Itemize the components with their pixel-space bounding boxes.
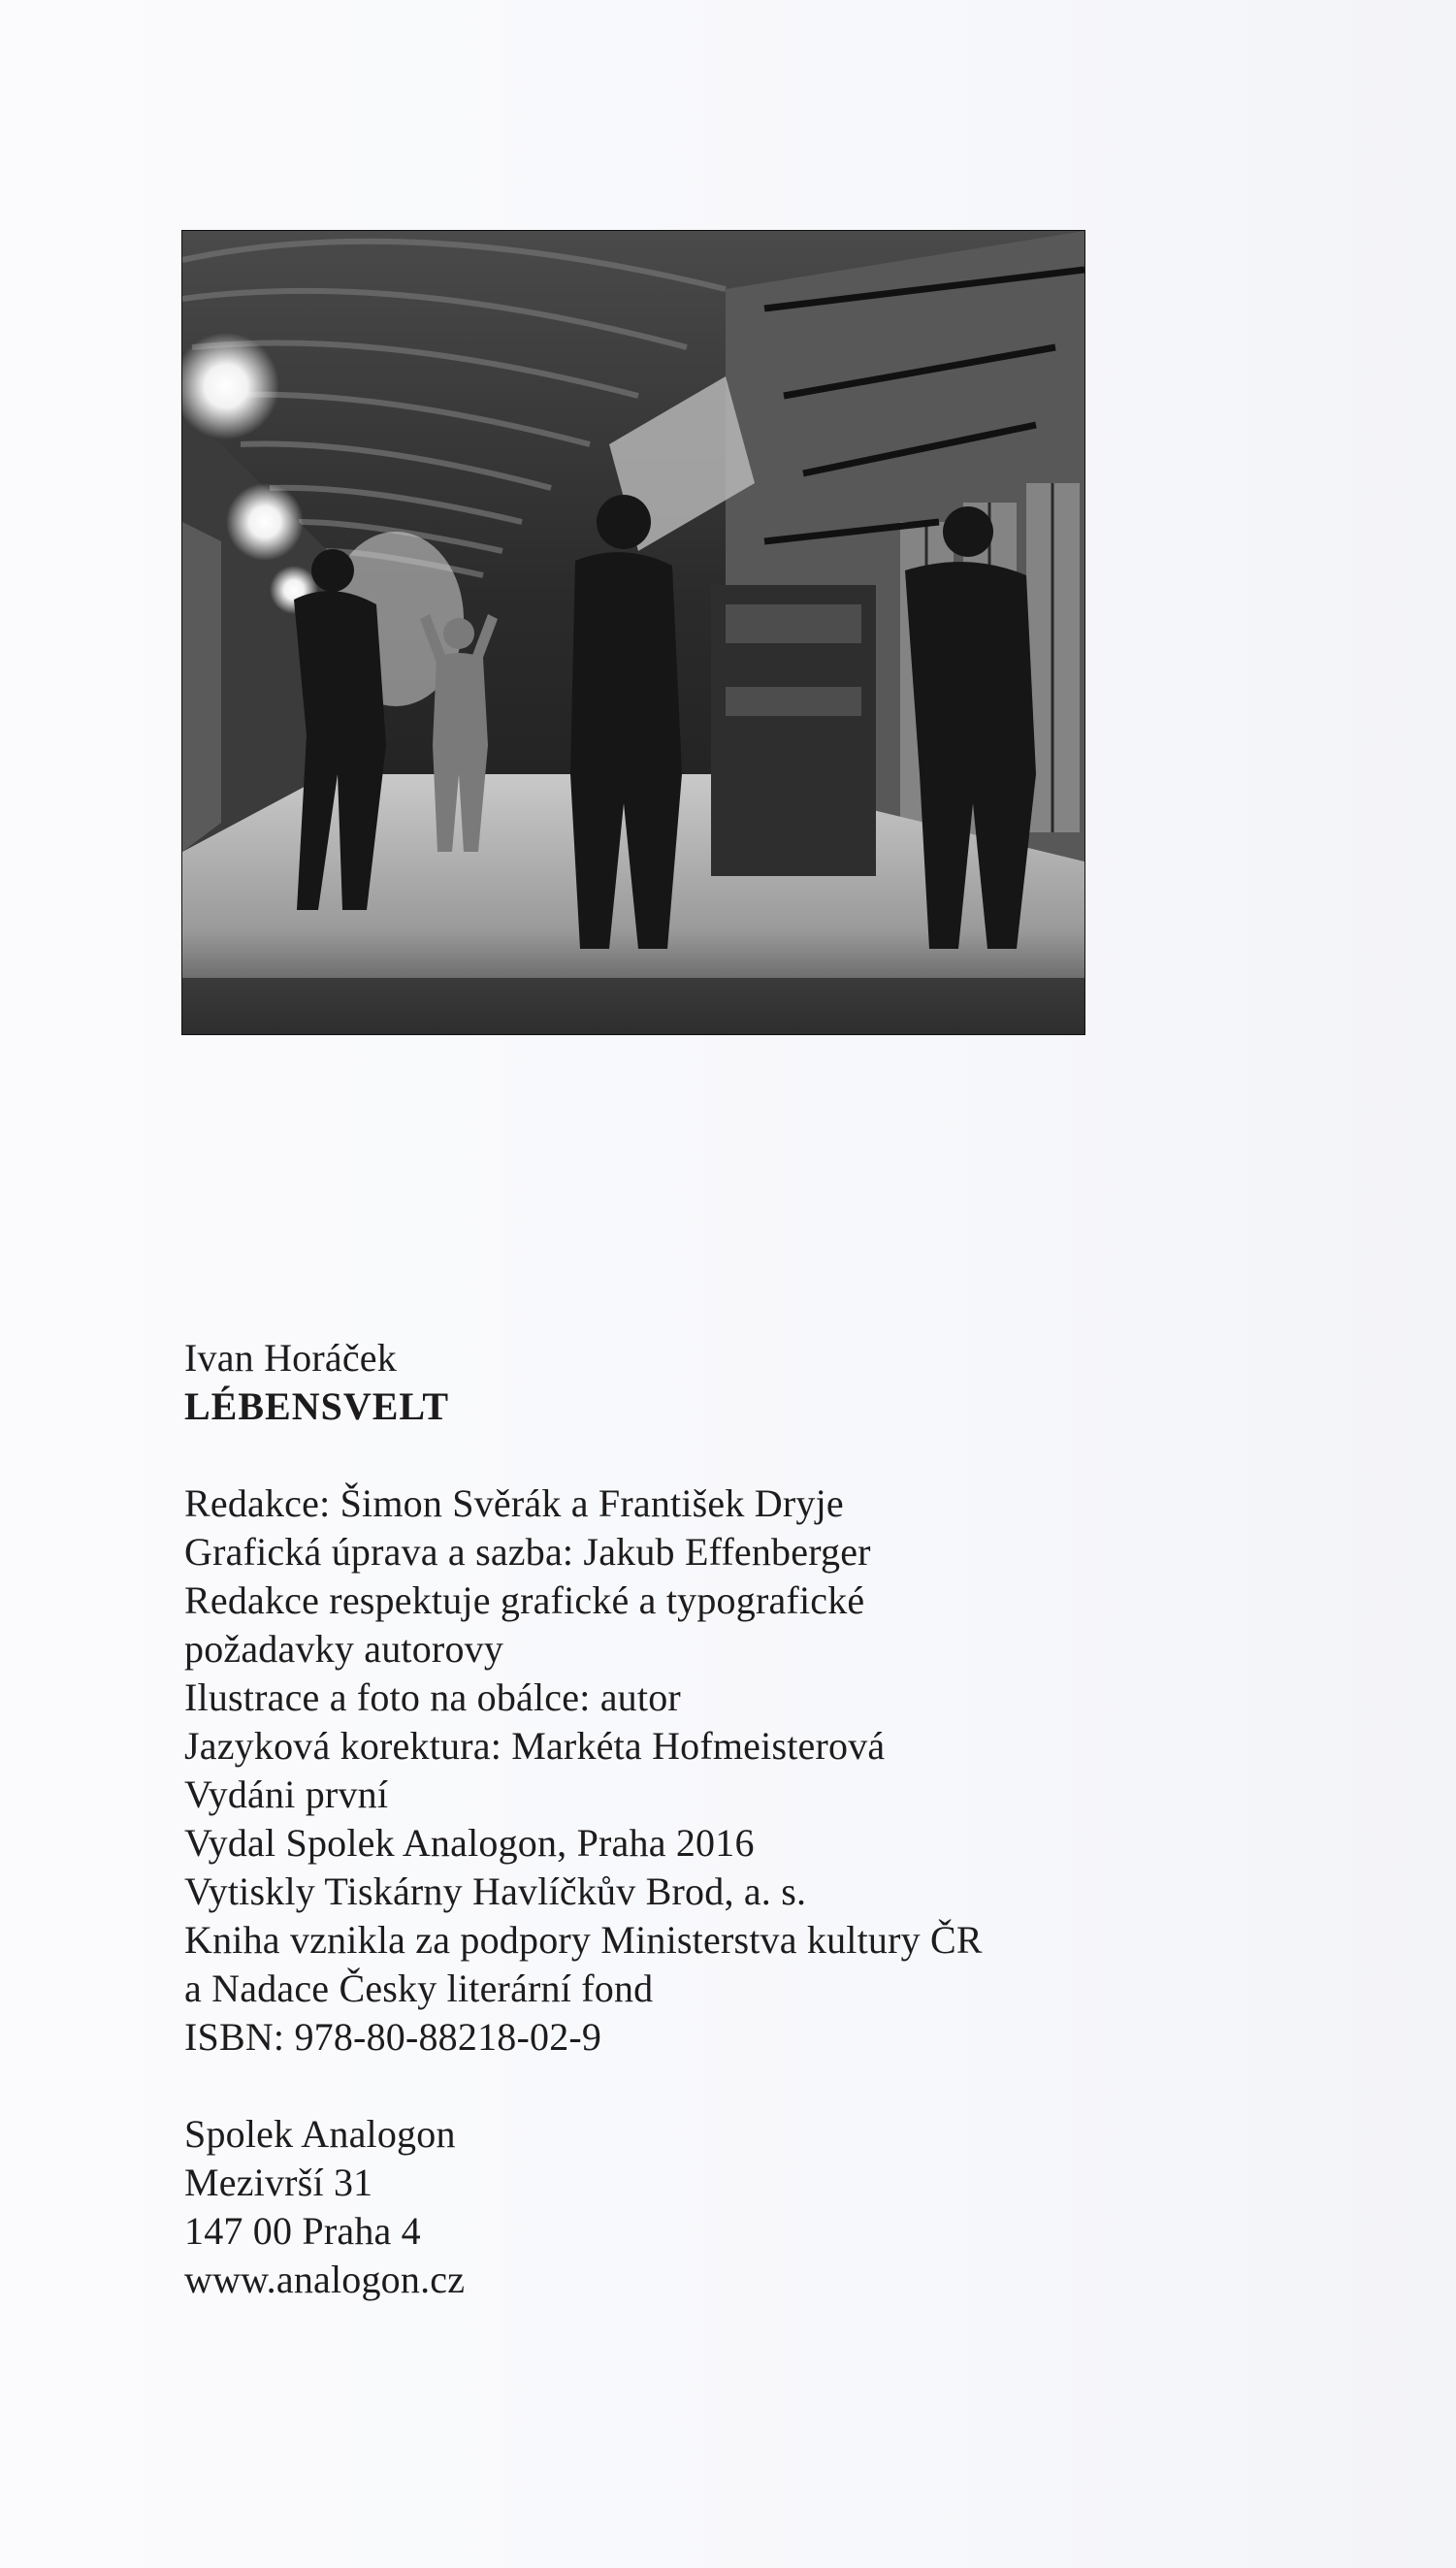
credit-line: Jazyková korektura: Markéta Hofmeisterová [184, 1724, 886, 1768]
photo-illustration [182, 231, 1084, 1034]
credit-line: Ilustrace a foto na obálce: autor [184, 1675, 681, 1719]
publisher-website: www.analogon.cz [184, 2258, 466, 2301]
credit-line: Grafická úprava a sazba: Jakub Effenberger [184, 1530, 871, 1574]
book-title: LÉBENSVELT [184, 1384, 450, 1428]
credit-line: Vydal Spolek Analogon, Praha 2016 [184, 1821, 755, 1865]
colophon [184, 1334, 1251, 2304]
author-name: Ivan Horáček [184, 1336, 397, 1380]
arcade-photograph [182, 231, 1084, 1034]
publisher-street: Mezivrší 31 [184, 2161, 373, 2204]
credit-line: Kniha vznikla za podpory Ministerstva kultury ČR [184, 1918, 983, 1962]
publisher-name: Spolek Analogon [184, 2112, 456, 2156]
credit-line: Redakce respektuje grafické a typografické [184, 1578, 865, 1622]
publisher-city: 147 00 Praha 4 [184, 2209, 421, 2253]
credit-line: Redakce: Šimon Svěrák a František Dryje [184, 1481, 844, 1525]
isbn: ISBN: 978-80-88218-02-9 [184, 2015, 602, 2059]
credit-line: Vydáni první [184, 1772, 389, 1816]
credit-line: Vytiskly Tiskárny Havlíčkův Brod, a. s. [184, 1869, 807, 1913]
spacer [184, 1431, 1251, 1479]
credit-line: požadavky autorovy [184, 1627, 504, 1671]
credit-line: a Nadace Česky literární fond [184, 1967, 654, 2010]
spacer [184, 2062, 1251, 2110]
